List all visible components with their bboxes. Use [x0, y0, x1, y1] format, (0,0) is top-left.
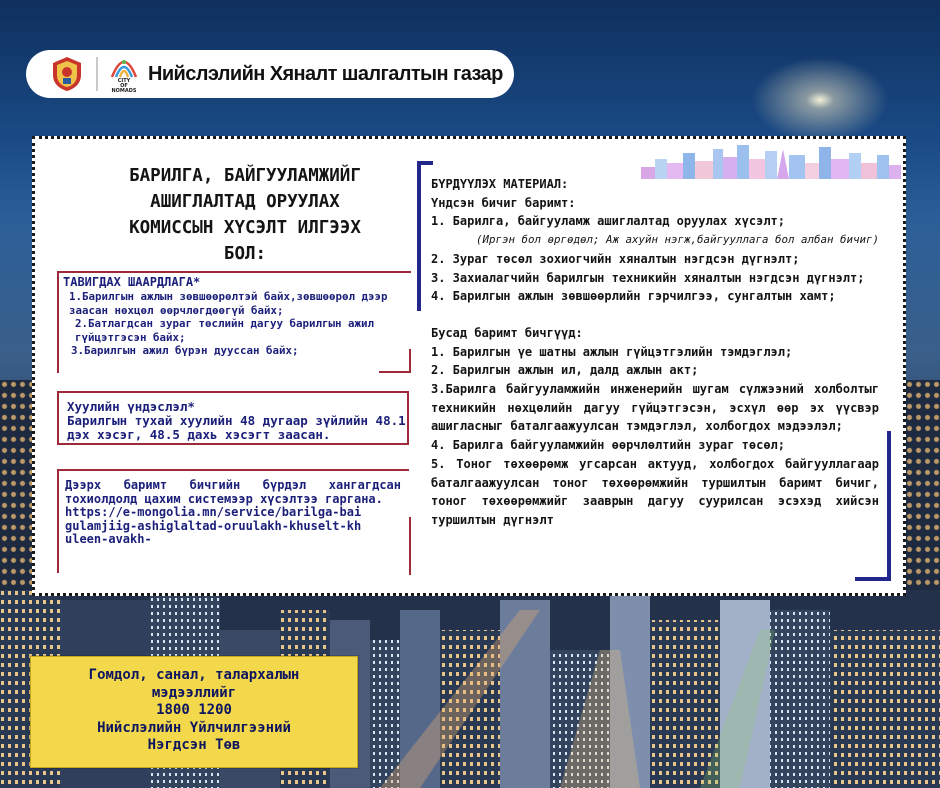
materials-other-heading: Бусад баримт бичгүүд: — [431, 325, 583, 340]
city-lights-left — [0, 380, 35, 600]
materials-other-item: 5. Тоног төхөөрөмж угсарсан актууд, холбогдох байгууллагаар баталгаажуулсан тоног төхөөрөмжийн туршилтын баримт бичиг, тоног төхөөрөмжийг зааврын дагуу суурилсан эсэхэд хийсэн туршилтын дүгнэлт — [431, 456, 879, 527]
header-banner — [26, 50, 514, 98]
links-box — [57, 469, 409, 573]
frame-corner — [417, 161, 433, 165]
requirement-item: 2.Батлагдсан зураг төслийн дагуу барилгын ажил гүйцэтгэсэн байх; — [75, 317, 375, 344]
materials-other-item: 4. Барилга байгууламжийн өөрчлөлтийн зураг төсөл; — [431, 438, 786, 453]
city-emblem-icon — [48, 55, 86, 93]
requirements-title: ТАВИГДАХ ШААРДЛАГА* — [63, 275, 201, 289]
contact-box — [30, 656, 358, 768]
logo-text-3: NOMADS — [111, 88, 137, 94]
main-title-line: БАРИЛГА, БАЙГУУЛАМЖИЙГ — [129, 166, 361, 186]
materials-note: (Иргэн бол өргөдөл; Аж ахуйн нэгж,байгууллага бол албан бичиг) — [475, 233, 879, 247]
logo-text-1: CITY — [117, 78, 131, 84]
frame-corner — [855, 577, 891, 581]
main-title-line: АШИГЛАЛТАД ОРУУЛАХ — [150, 192, 340, 212]
info-card — [32, 136, 906, 596]
header-title: Нийслэлийн Хяналт шалгалтын газар — [148, 62, 503, 85]
materials-main-item: 4. Барилгын ажлын зөвшөөрлийн гэрчилгээ, сунгалтын хамт; — [431, 289, 836, 304]
materials-other-item: 3.Барилга байгууламжийн инженерийн шугам сүлжээний холболтыг техникийн нөхцөлийн дагуу гүйцэтгэсэн, эсхүл өөр эх үүсвэр ашигласныг баталгаажуулсан тэмдэглэл, холбогдох мэдээлэл; — [431, 382, 879, 434]
main-title-line: БОЛ: — [223, 244, 267, 264]
header-divider — [96, 57, 98, 91]
main-title-line: КОМИССЫН ХҮСЭЛТ ИЛГЭЭХ — [129, 218, 361, 238]
frame-corner — [887, 431, 891, 581]
materials-main-item: 1. Барилга, байгууламж ашиглалтад оруулах хүсэлт; — [431, 214, 786, 229]
requirement-item: 3.Барилгын ажил бүрэн дууссан байх; — [71, 344, 299, 357]
e-mongolia-link[interactable]: https://e-mongolia.mn/service/barilga-baigulamjiig-ashiglaltad-oruulakh-khuselt-khuleen-avakh- — [65, 505, 362, 546]
materials-other-item: 2. Барилгын ажлын ил, далд ажлын акт; — [431, 363, 699, 378]
requirements-box — [57, 271, 409, 371]
materials-main-item: 2. Зураг төсөл зохиогчийн хяналтын нэгдсэн дүгнэлт; — [431, 251, 800, 266]
contact-line: мэдээллийг — [151, 684, 237, 701]
frame-corner — [417, 161, 421, 311]
contact-phone[interactable]: 1800 1200 — [156, 702, 232, 718]
links-text: Дээрх баримт бичгийн бүрдэл хангагдсан тохиолдолд цахим системээр хүсэлтээ гаргана. — [65, 478, 401, 506]
law-title: Хуулийн үндэслэл* — [67, 399, 195, 414]
materials-main-item: 3. Захиалагчийн барилгын техникийн хяналтын нэгдсэн дүгнэлт; — [431, 270, 865, 285]
contact-line: Нийслэлийн Үйлчилгээний — [97, 719, 291, 736]
materials-main-heading: Үндсэн бичиг баримт: — [431, 195, 576, 210]
city-of-nomads-logo — [106, 53, 142, 95]
law-text: Барилгын тухай хуулийн 48 дугаар зүйлийн 48.1 дэх хэсэг, 48.5 дахь хэсэгт заасан. — [67, 413, 406, 442]
materials-title: БҮРДҮҮЛЭХ МАТЕРИАЛ: — [431, 177, 569, 191]
moon-glow — [740, 50, 900, 150]
contact-line: Гомдол, санал, талархалын — [88, 667, 300, 683]
main-title — [85, 163, 405, 267]
requirement-item: 1.Барилгын ажлын зөвшөөрөлтэй байх,зөвшөөрөл дээр заасан нөхцөл өөрчлөгдөөгүй байх; — [69, 290, 388, 317]
materials-box — [417, 161, 891, 581]
logo-text-2: OF — [120, 83, 128, 89]
city-lights-right — [905, 380, 940, 600]
contact-line: Нэгдсэн Төв — [147, 737, 241, 753]
materials-other-item: 1. Барилгын үе шатны ажлын гүйцэтгэлийн тэмдэглэл; — [431, 344, 793, 359]
law-box — [57, 391, 409, 445]
